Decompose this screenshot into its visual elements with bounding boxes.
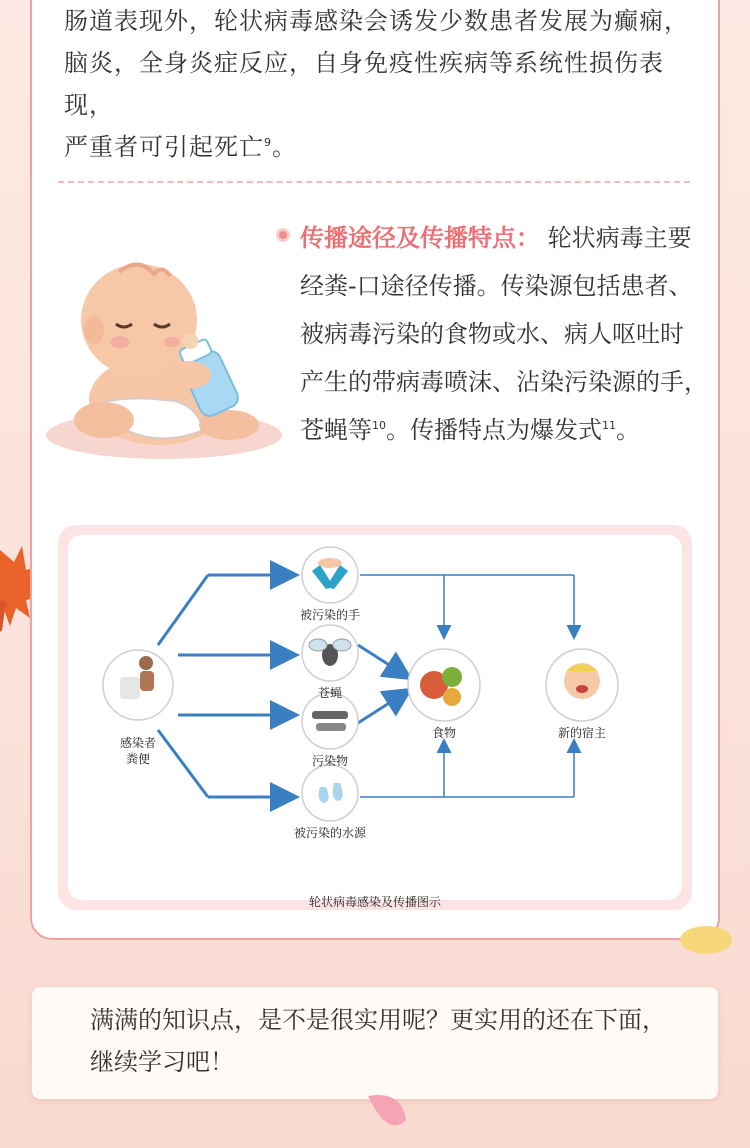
intro-line-3: 严重者可引起死亡$^9$。	[64, 133, 297, 161]
diagram-caption: 轮状病毒感染及传播图示	[308, 895, 441, 909]
transmission-diagram	[58, 525, 692, 910]
node-label-source: 感染者 粪便	[119, 736, 156, 766]
intro-line-2: 脑炎，全身炎症反应，自身免疫性疾病等系统性损伤表现，	[64, 49, 664, 119]
bullet-dot	[276, 228, 290, 242]
node-label-hands: 被污染的手	[299, 608, 360, 622]
reference-superscript: 11	[602, 419, 616, 432]
footer-message: 满满的知识点，是不是很实用呢？更实用的还在下面， 继续学习吧！	[90, 1006, 666, 1076]
node-label-food: 食物	[431, 726, 456, 740]
dashed-divider	[58, 181, 690, 183]
pink-petal-icon	[362, 1090, 412, 1140]
yellow-leaf-icon	[678, 920, 738, 960]
node-label-objects: 污染物	[311, 754, 348, 768]
node-label-flies: 苍蝇	[317, 686, 342, 700]
intro-paragraph	[64, 0, 704, 168]
intro-line-1: 肠道表现外，轮状病毒感染会诱发少数患者发展为癫痫，	[64, 7, 689, 35]
reference-superscript: 9	[264, 136, 272, 149]
transmission-heading: 传播途径及传播特点：	[300, 224, 540, 252]
transmission-paragraph: 传播途径及传播特点： 轮状病毒主要 经粪-口途径传播。传染源包括患者、 被病毒污染的食物或水、病人呕吐时 产生的带病毒喷沫、沾染污染源的手， 苍蝇等$^{10}$。传播特点为爆发式$^{11}$。	[300, 224, 708, 444]
reference-superscript: 10	[372, 419, 386, 432]
footer-message-box	[32, 987, 718, 1099]
node-label-host: 新的宿主	[557, 726, 606, 740]
sick-child-icon	[564, 663, 600, 699]
node-label-water: 被污染的水源	[293, 826, 366, 840]
diagram-arrows	[68, 535, 682, 900]
baby-bottle-illustration	[44, 250, 284, 465]
